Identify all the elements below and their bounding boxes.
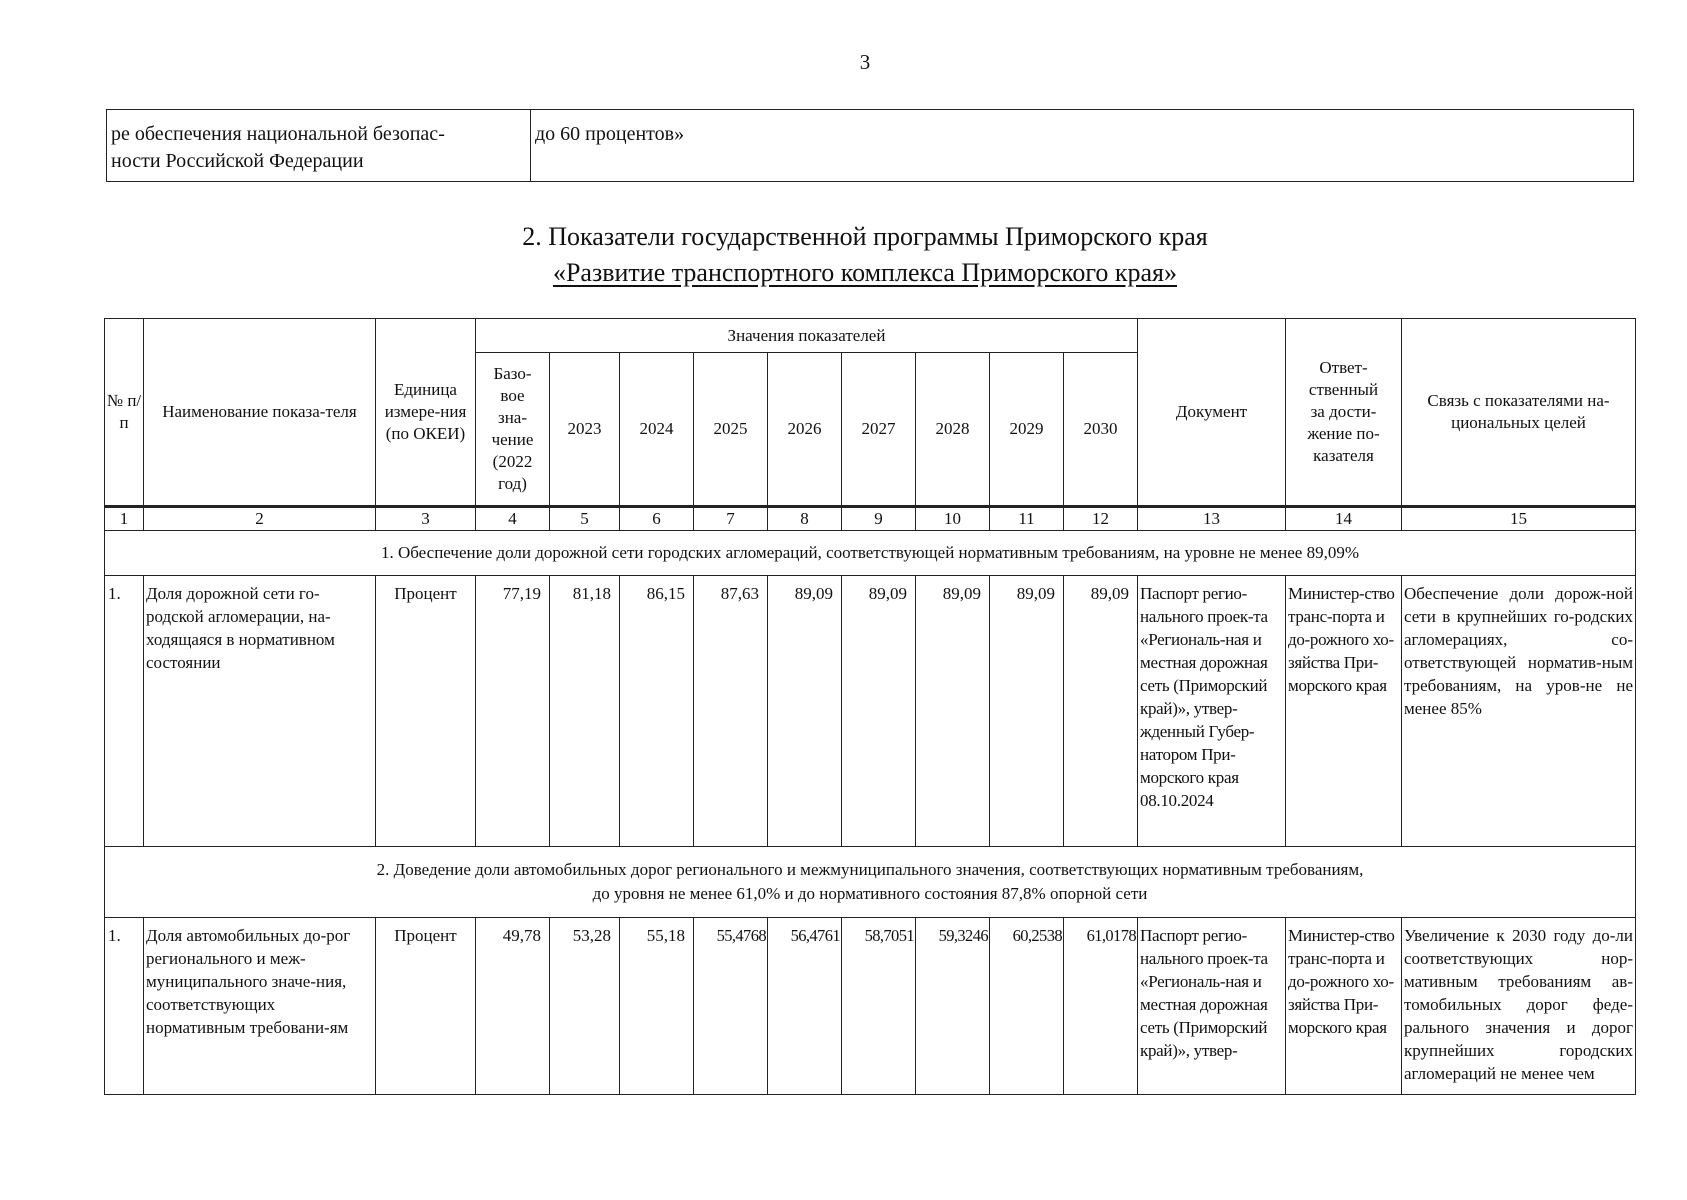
header-link: Связь с показателями на-циональных целей — [1402, 319, 1636, 507]
header-name: Наименование показа-теля — [144, 319, 376, 507]
column-number: 12 — [1064, 507, 1138, 531]
row-responsible: Министер-ство транс-порта и до-рожного хо-зяйства При-морского края — [1286, 918, 1402, 1095]
row-value-2024: 86,15 — [620, 576, 694, 847]
continuation-cell-2: до 60 процентов» — [531, 110, 1634, 182]
row-value-2030: 89,09 — [1064, 576, 1138, 847]
continuation-cell-1 — [107, 110, 531, 182]
row-unit: Процент — [376, 576, 476, 847]
header-year: 2028 — [916, 353, 990, 507]
row-document: Паспорт регио-нального проек-та «Региональ-ная и местная дорожная сеть (Приморский край)», утвер-жденный Губер-натором При-морского края 08.10.2024 — [1138, 576, 1286, 847]
column-number: 4 — [476, 507, 550, 531]
header-year: 2023 — [550, 353, 620, 507]
header-year: 2029 — [990, 353, 1064, 507]
row-link: Обеспечение доли дорож-ной сети в крупнейших го-родских агломерациях, со-ответствующей норматив-ным требованиям, на уров-не не менее 85% — [1402, 576, 1636, 847]
row-value-2029: 89,09 — [990, 576, 1064, 847]
row-name: Доля дорожной сети го-родской агломерации, на-ходящаяся в нормативном состоянии — [144, 576, 376, 847]
column-number: 2 — [144, 507, 376, 531]
row-value-2025: 87,63 — [694, 576, 768, 847]
column-number: 9 — [842, 507, 916, 531]
row-num: 1. — [105, 918, 144, 1095]
row-value-2029: 60,2538 — [990, 918, 1064, 1095]
section-title-line-2: до уровня не менее 61,0% и до нормативного состояния 87,8% опорной сети — [592, 884, 1148, 903]
row-value-2026: 56,4761 — [768, 918, 842, 1095]
section-row — [105, 847, 1636, 918]
section-title: 1. Обеспечение доли дорожной сети городских агломераций, соответствующей нормативным требованиям, на уровне не менее 89,09% — [105, 531, 1636, 576]
row-base-value: 49,78 — [476, 918, 550, 1095]
row-value-2023: 53,28 — [550, 918, 620, 1095]
continuation-row — [107, 110, 1634, 182]
row-value-2028: 59,3246 — [916, 918, 990, 1095]
column-number: 6 — [620, 507, 694, 531]
row-value-2025: 55,4768 — [694, 918, 768, 1095]
row-value-2027: 89,09 — [842, 576, 916, 847]
column-number: 10 — [916, 507, 990, 531]
column-number: 1 — [105, 507, 144, 531]
header-responsible: Ответ-ственный за дости-жение по-казателя — [1286, 319, 1402, 507]
table-row — [105, 918, 1636, 1095]
header-unit: Единица измере-ния (по ОКЕИ) — [376, 319, 476, 507]
header-year: 2026 — [768, 353, 842, 507]
continuation-line-2: ности Российской Федерации — [111, 150, 364, 172]
row-link: Увеличение к 2030 году до-ли соответствующих нор-мативным требованиям ав-томобильных дорог феде-рального значения и дорог крупнейших городских агломераций не менее чем — [1402, 918, 1636, 1095]
row-value-2030: 61,0178 — [1064, 918, 1138, 1095]
section-title-program-name: «Развитие транспортного комплекса Приморского края» — [552, 258, 1178, 287]
page-number: 3 — [859, 50, 871, 74]
continuation-table — [106, 109, 1634, 182]
row-value-2026: 89,09 — [768, 576, 842, 847]
section-row — [105, 531, 1636, 576]
column-number: 8 — [768, 507, 842, 531]
column-number: 3 — [376, 507, 476, 531]
row-value-2023: 81,18 — [550, 576, 620, 847]
header-document: Документ — [1138, 319, 1286, 507]
section-title — [105, 847, 1636, 918]
row-value-2028: 89,09 — [916, 576, 990, 847]
indicators-table — [104, 318, 1636, 1095]
row-num: 1. — [105, 576, 144, 847]
continuation-line-1: ре обеспечения национальной безопас- — [111, 123, 445, 145]
table-row — [105, 576, 1636, 847]
header-row-1 — [105, 319, 1636, 353]
column-number: 13 — [1138, 507, 1286, 531]
row-document: Паспорт регио-нального проек-та «Региональ-ная и местная дорожная сеть (Приморский край)», утвер- — [1138, 918, 1286, 1095]
section-title-line-2 — [0, 258, 1687, 288]
row-value-2024: 55,18 — [620, 918, 694, 1095]
row-base-value: 77,19 — [476, 576, 550, 847]
row-unit: Процент — [376, 918, 476, 1095]
column-number: 5 — [550, 507, 620, 531]
column-number: 7 — [694, 507, 768, 531]
column-number-row — [105, 507, 1636, 531]
column-number: 11 — [990, 507, 1064, 531]
section-title-line-1: 2. Доведение доли автомобильных дорог регионального и межмуниципального значения, соответствующих нормативным требованиям, — [376, 860, 1364, 879]
row-value-2027: 58,7051 — [842, 918, 916, 1095]
header-year: 2024 — [620, 353, 694, 507]
column-number: 15 — [1402, 507, 1636, 531]
header-year: 2030 — [1064, 353, 1138, 507]
header-year: 2025 — [694, 353, 768, 507]
header-num: № п/п — [105, 319, 144, 507]
header-values-group: Значения показателей — [476, 319, 1138, 353]
header-year: 2027 — [842, 353, 916, 507]
row-responsible: Министер-ство транс-порта и до-рожного хо-зяйства При-морского края — [1286, 576, 1402, 847]
header-base: Базо-вое зна-чение (2022 год) — [476, 353, 550, 507]
section-title-line-1: 2. Показатели государственной программы Приморского края — [522, 222, 1208, 251]
column-number: 14 — [1286, 507, 1402, 531]
row-name: Доля автомобильных до-рог регионального и меж-муниципального значе-ния, соответствующих нормативным требовани-ям — [144, 918, 376, 1095]
